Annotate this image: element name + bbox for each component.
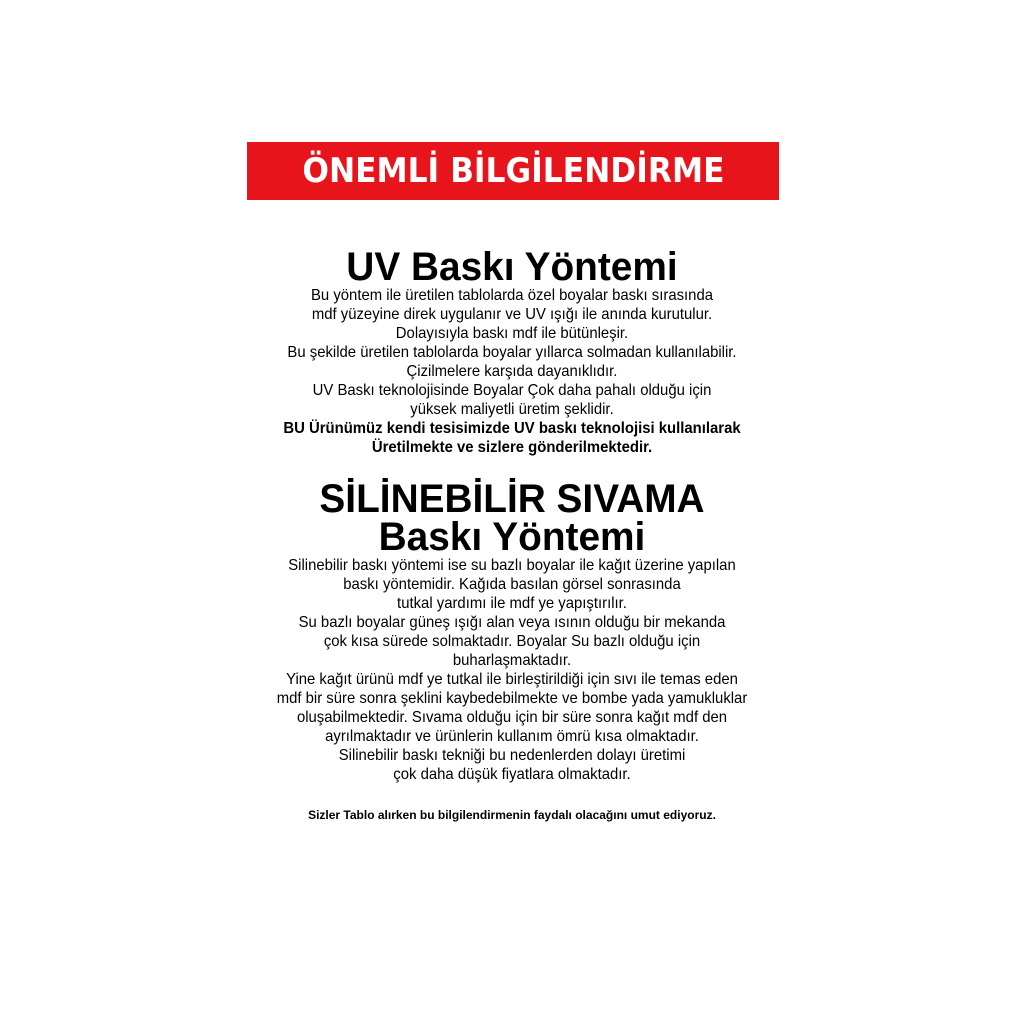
- uv-line: mdf yüzeyine direk uygulanır ve UV ışığı ile anında kurutulur.: [311, 306, 713, 323]
- silinebilir-section: [200, 477, 824, 784]
- silinebilir-line: çok kısa sürede solmaktadır. Boyalar Su bazlı olduğu için: [323, 633, 701, 650]
- uv-line: UV Baskı teknolojisinde Boyalar Çok daha pahalı olduğu için: [312, 382, 712, 399]
- uv-line: Dolayısıyla baskı mdf ile bütünleşir.: [395, 325, 629, 342]
- silinebilir-line: buharlaşmaktadır.: [452, 652, 572, 669]
- silinebilir-heading-line2: Baskı Yöntemi: [378, 515, 646, 559]
- silinebilir-heading-line1: SİLİNEBİLİR SIVAMA: [319, 477, 705, 521]
- silinebilir-line: Silinebilir baskı yöntemi ise su bazlı boyalar ile kağıt üzerine yapılan: [288, 557, 736, 574]
- uv-section: [200, 245, 824, 457]
- footer-note: Sizler Tablo alırken bu bilgilendirmenin faydalı olacağını umut ediyoruz.: [308, 808, 716, 822]
- uv-line: Bu şekilde üretilen tablolarda boyalar yıllarca solmadan kullanılabilir.: [287, 344, 737, 361]
- silinebilir-line: ayrılmaktadır ve ürünlerin kullanım ömrü kısa olmaktadır.: [325, 728, 699, 745]
- silinebilir-line: oluşabilmektedir. Sıvama olduğu için bir süre sonra kağıt mdf den: [296, 709, 728, 726]
- uv-heading: UV Baskı Yöntemi: [346, 245, 678, 289]
- uv-bold-line: BU Ürünümüz kendi tesisimizde UV baskı teknolojisi kullanılarak: [283, 420, 741, 437]
- uv-line: Bu yöntem ile üretilen tablolarda özel boyalar baskı sırasında: [311, 287, 713, 304]
- notice-banner: [247, 142, 779, 200]
- banner-title: ÖNEMLİ BİLGİLENDİRME: [301, 151, 725, 191]
- uv-line: yüksek maliyetli üretim şeklidir.: [410, 401, 614, 418]
- silinebilir-line: Su bazlı boyalar güneş ışığı alan veya ısının olduğu bir mekanda: [298, 614, 726, 631]
- silinebilir-line: çok daha düşük fiyatlara olmaktadır.: [393, 766, 631, 783]
- uv-bold-line: Üretilmekte ve sizlere gönderilmektedir.: [371, 439, 653, 456]
- silinebilir-line: tutkal yardımı ile mdf ye yapıştırılır.: [397, 595, 627, 612]
- silinebilir-line: Silinebilir baskı tekniği bu nedenlerden dolayı üretimi: [338, 747, 686, 764]
- uv-line: Çizilmelere karşıda dayanıklıdır.: [406, 363, 618, 380]
- silinebilir-line: Yine kağıt ürünü mdf ye tutkal ile birleştirildiği için sıvı ile temas eden: [286, 671, 738, 688]
- silinebilir-line: baskı yöntemidir. Kağıda basılan görsel sonrasında: [343, 576, 681, 593]
- silinebilir-line: mdf bir süre sonra şeklini kaybedebilmekte ve bombe yada yamukluklar: [276, 690, 748, 707]
